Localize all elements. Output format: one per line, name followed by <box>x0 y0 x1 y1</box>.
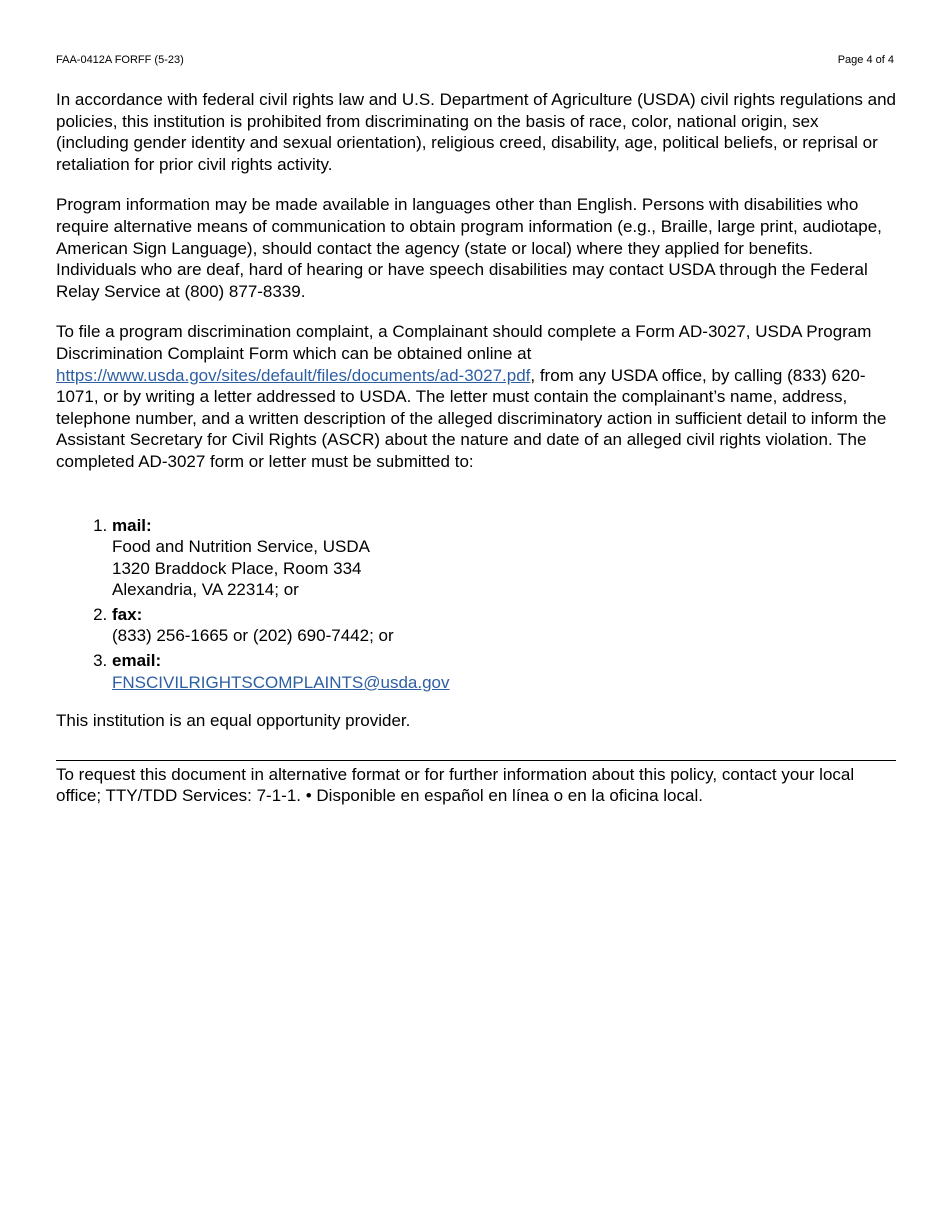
program-information-paragraph: Program information may be made available in languages other than English. Persons with disabilities who require alternative means of communication to obtain program information (e.g., Braille, large print, audiotape, American Sign Language), should contact the agency (state or local) where they applied for benefits. Individuals who are deaf, hard of hearing or have speech disabilities may contact USDA through the Federal Relay Service at (800) 877-8339. <box>56 195 882 301</box>
fax-numbers: (833) 256-1665 or (202) 690-7442; or <box>112 626 394 646</box>
civil-rights-paragraph: In accordance with federal civil rights law and U.S. Department of Agriculture (USDA) civil rights regulations and policies, this institution is prohibited from discriminating on the basis of race, color, national origin, sex (including gender identity and sexual orientation), religious creed, disability, age, political beliefs, or reprisal or retaliation for prior civil rights activity. <box>56 90 896 174</box>
page-header <box>56 53 894 67</box>
contact-methods-list <box>56 515 896 694</box>
email-address-link[interactable]: FNSCIVILRIGHTSCOMPLAINTS@usda.gov <box>112 672 450 692</box>
mail-address-line-2: 1320 Braddock Place, Room 334 <box>112 558 362 578</box>
complaint-text-end: , from any USDA office, by calling (833) 620-1071, or by writing a letter addressed to USDA. The letter must contain the complainant’s name, address, telephone number, and a written description of the alleged discriminatory action in sufficient detail to inform the Assistant Secretary for Civil Rights (ASCR) about the nature and date of an alleged civil rights violation. The completed AD-3027 form or letter must be submitted to: <box>56 365 887 471</box>
complaint-text-start: To file a program discrimination complaint, a Complainant should complete a Form AD-3027, USDA Program Discrimination Complaint Form which can be obtained online at <box>56 322 872 363</box>
complaint-paragraph <box>56 321 896 472</box>
mail-method <box>112 515 896 601</box>
form-id: FAA-0412A FORFF (5-23) <box>56 54 184 66</box>
email-label: 3. email: <box>112 651 162 671</box>
ad-3027-form-link[interactable]: https://www.usda.gov/sites/default/files/documents/ad-3027.pdf <box>56 365 531 385</box>
document-body <box>56 89 896 807</box>
fax-method <box>112 604 896 647</box>
fax-label: 2. fax: <box>112 604 143 624</box>
mail-address-line-1: Food and Nutrition Service, USDA <box>112 537 370 557</box>
page-number: Page 4 of 4 <box>837 54 894 66</box>
email-method <box>112 650 896 693</box>
equal-opportunity-statement: This institution is an equal opportunity provider. <box>56 711 411 731</box>
mail-address-line-3: Alexandria, VA 22314; or <box>112 580 299 600</box>
alternative-format-note: To request this document in alternative format or for further information about this policy, contact your local office; TTY/TDD Services: 7-1-1. • Disponible en español en línea o en la oficina local. <box>56 764 855 806</box>
mail-label: 1. mail: <box>112 515 152 535</box>
divider <box>56 760 896 761</box>
